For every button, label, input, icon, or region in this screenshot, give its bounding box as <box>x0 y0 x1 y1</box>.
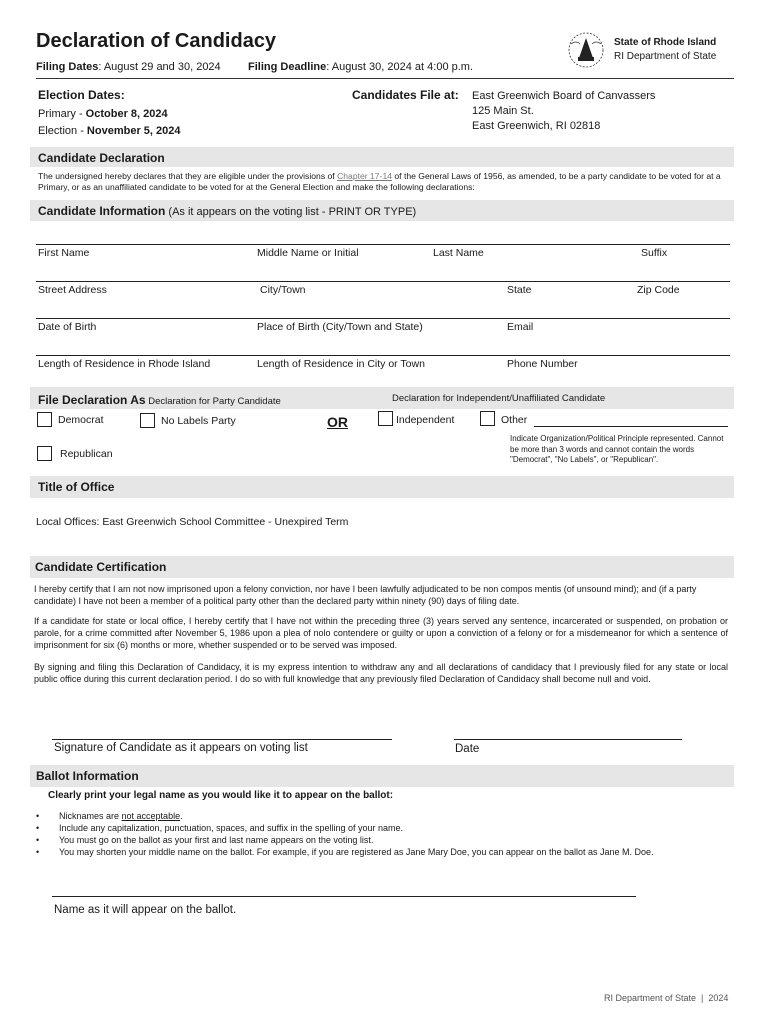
or-separator: OR <box>327 414 348 430</box>
last-name-label: Last Name <box>433 247 484 259</box>
place-of-birth-label: Place of Birth (City/Town and State) <box>257 321 423 333</box>
state-label: State <box>507 284 532 296</box>
other-label: Other <box>501 414 528 426</box>
certification-paragraph-2: If a candidate for state or local office, I hereby certify that I have not within the preceding three (3) years served any sentence, incarcerated or suspended, on probation or parole, for a crime committed after November 5, 1986 upon a plea of nolo contendere or guilty or upon a conviction of a felony or for a misdemeanor for which a sentence of imprisonment for six (6) months or more, whether suspended or to be served was imposed. <box>34 616 728 650</box>
title-of-office-value: Local Offices: East Greenwich School Committee - Unexpired Term <box>36 516 349 528</box>
candidate-information-band <box>30 200 734 221</box>
other-note: Indicate Organization/Political Principle represented. Cannot be more than 3 words and cannot contain the words "Democrat", "No Labels", or "Republican". <box>510 434 724 464</box>
list-item: You may shorten your middle name on the ballot. For example, if you are registered as Jane Mary Doe, you can appear on the ballot as Jane M. Doe. <box>59 847 654 857</box>
zip-code-label: Zip Code <box>637 284 680 296</box>
other-input-line[interactable] <box>534 426 728 427</box>
filing-address: East Greenwich Board of Canvassers 125 Main St. East Greenwich, RI 02818 <box>472 90 656 132</box>
phone-number-label: Phone Number <box>507 358 578 370</box>
independent-candidate-label: Declaration for Independent/Unaffiliated Candidate <box>392 393 606 404</box>
candidate-declaration-band <box>30 147 734 167</box>
residence-ri-label: Length of Residence in Rhode Island <box>38 358 211 370</box>
party-candidate-label: Declaration for Party Candidate <box>145 396 281 407</box>
election-date: Election - November 5, 2024 <box>38 125 181 137</box>
first-name-label: First Name <box>38 247 90 259</box>
street-address-label: Street Address <box>38 284 107 296</box>
date-of-birth-label: Date of Birth <box>38 321 97 333</box>
state-seal-icon <box>566 30 606 70</box>
election-dates-label: Election Dates: <box>38 88 125 102</box>
state-name: State of Rhode Island <box>614 37 717 48</box>
list-item: Include any capitalization, punctuation, spaces, and suffix in the spelling of your name. <box>59 823 404 833</box>
other-checkbox[interactable] <box>480 411 495 426</box>
department-name: RI Department of State <box>614 51 717 62</box>
certification-paragraph-1: I hereby certify that I am not now imprisoned upon a felony conviction, nor have I been lawfully adjudicated to be non compos mentis (of unsound mind); and (if a party candidate) I have not been a member of a political party other than the declared party within ninety (90) days of filing date. <box>34 584 697 606</box>
declaration-text: The undersigned hereby declares that they are eligible under the provisions of Chapter 17-14 of the General Laws of 1956, as amended, to be a party candidate to be voted for at a Primary, or as an unaffiliated candidate to be voted for at the General Election and make the following declarations: <box>38 171 721 192</box>
candidate-declaration-heading: Candidate Declaration <box>38 151 165 165</box>
header-divider <box>36 78 734 79</box>
ballot-information-heading: Ballot Information <box>36 769 139 783</box>
democrat-label: Democrat <box>58 414 104 426</box>
list-item: You must go on the ballot as your first and last name appears on the voting list. <box>59 835 374 845</box>
certification-heading: Candidate Certification <box>35 560 167 574</box>
candidate-information-heading: Candidate Information <box>38 204 166 218</box>
candidate-information-subheading: (As it appears on the voting list - PRINT OR TYPE) <box>165 206 417 218</box>
date-line[interactable] <box>454 739 682 740</box>
ballot-name-label: Name as it will appear on the ballot. <box>54 904 237 916</box>
row3-field-line[interactable] <box>36 318 730 319</box>
bullet-mark: • <box>36 811 40 821</box>
filing-dates: Filing Dates: August 29 and 30, 2024 <box>36 61 221 73</box>
filing-deadline: Filing Deadline: August 30, 2024 at 4:00 p.m. <box>248 61 474 73</box>
chapter-link[interactable]: Chapter 17-14 <box>337 171 393 181</box>
bullet-mark: • <box>36 835 40 845</box>
title-of-office-heading: Title of Office <box>38 480 115 494</box>
ballot-name-line[interactable] <box>52 896 636 897</box>
bullet-mark: • <box>36 823 40 833</box>
residence-city-label: Length of Residence in City or Town <box>257 358 425 370</box>
primary-date: Primary - October 8, 2024 <box>38 108 168 120</box>
middle-name-label: Middle Name or Initial <box>257 247 359 259</box>
signature-line[interactable] <box>52 739 392 740</box>
date-label: Date <box>455 743 480 755</box>
page-title: Declaration of Candidacy <box>36 30 277 52</box>
republican-checkbox[interactable] <box>37 446 52 461</box>
row2-field-line[interactable] <box>36 281 730 282</box>
row1-field-line[interactable] <box>36 244 730 245</box>
list-item: Nicknames are not acceptable. <box>59 811 183 821</box>
signature-label: Signature of Candidate as it appears on voting list <box>54 742 308 754</box>
ballot-information-band <box>30 765 734 787</box>
suffix-label: Suffix <box>641 247 668 259</box>
democrat-checkbox[interactable] <box>37 412 52 427</box>
independent-checkbox[interactable] <box>378 411 393 426</box>
independent-label: Independent <box>396 414 455 426</box>
certification-paragraph-3: By signing and filing this Declaration of Candidacy, it is my express intention to withdraw any and all declarations of candidacy that I previously filed for any state or local public office during this current declaration period. I do so with full knowledge that any previously filed Declaration of Candidacy shall become null and void. <box>34 662 728 684</box>
ballot-instruction: Clearly print your legal name as you would like it to appear on the ballot: <box>48 790 394 801</box>
republican-label: Republican <box>60 448 113 460</box>
city-town-label: City/Town <box>260 284 306 296</box>
bullet-mark: • <box>36 847 40 857</box>
file-declaration-label: File Declaration As <box>38 393 146 407</box>
no-labels-party-label: No Labels Party <box>161 415 236 427</box>
certification-band <box>30 556 734 578</box>
row4-field-line[interactable] <box>36 355 730 356</box>
candidates-file-label: Candidates File at: <box>352 88 459 102</box>
footer: RI Department of State | 2024 <box>604 993 729 1003</box>
email-label: Email <box>507 321 534 333</box>
file-declaration-band <box>30 387 734 409</box>
no-labels-party-checkbox[interactable] <box>140 413 155 428</box>
title-of-office-band <box>30 476 734 498</box>
